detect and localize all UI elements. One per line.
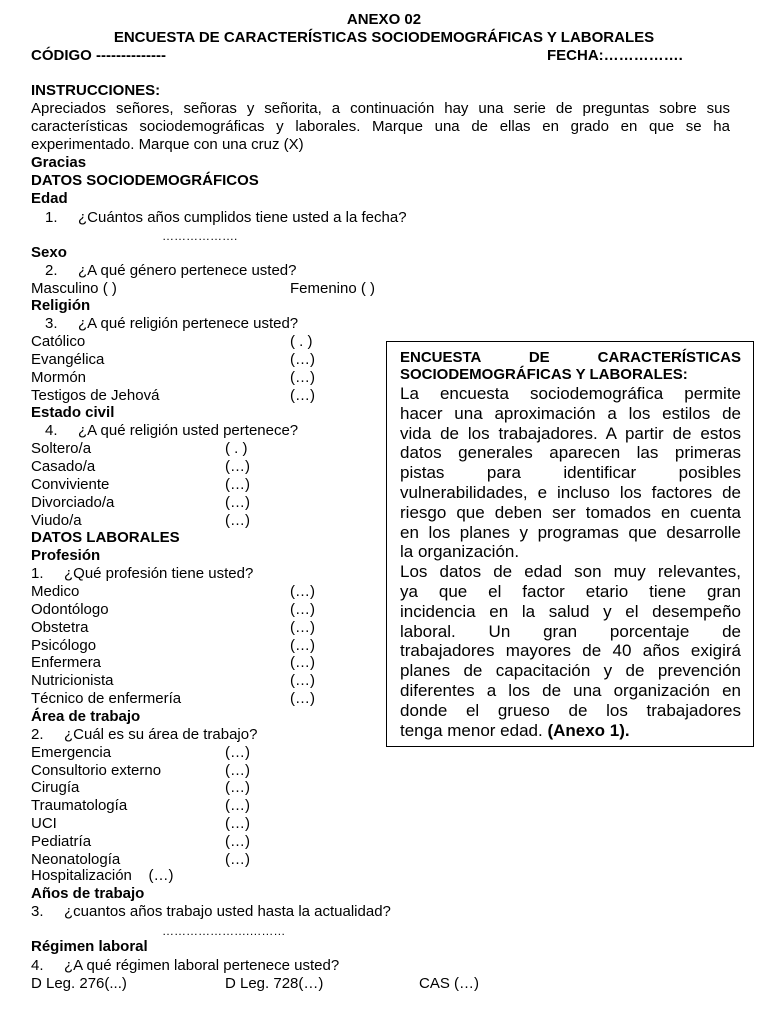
code-field: CÓDIGO -------------- bbox=[31, 47, 166, 64]
civil-option-label: Viudo/a bbox=[31, 512, 82, 529]
profession-option-label: Nutricionista bbox=[31, 672, 114, 689]
profession-option-label: Técnico de enfermería bbox=[31, 690, 182, 707]
work-area-heading: Área de trabajo bbox=[31, 708, 141, 725]
civil-status-heading: Estado civil bbox=[31, 404, 115, 421]
sex-question: ¿A qué género pertenece usted? bbox=[78, 262, 297, 279]
info-box-title: ENCUESTA DE CARACTERÍSTICAS SOCIODEMOGRÁFICAS Y LABORALES: bbox=[400, 349, 741, 383]
survey-title: ENCUESTA DE CARACTERÍSTICAS SOCIODEMOGRÁFICAS Y LABORALES bbox=[113, 29, 655, 46]
area-option-label: Pediatría bbox=[31, 833, 92, 850]
profession-option-box[interactable]: (…) bbox=[290, 637, 315, 654]
info-box-last-line: tenga menor edad. bbox=[400, 720, 548, 740]
civil-option-box[interactable]: (…) bbox=[225, 494, 250, 511]
religion-option-box[interactable]: (…) bbox=[290, 369, 315, 386]
area-option-hospitalization[interactable]: Hospitalización (…) bbox=[31, 867, 174, 884]
regime-heading: Régimen laboral bbox=[31, 938, 148, 955]
civil-option-label: Divorciado/a bbox=[31, 494, 115, 511]
civil-option-box[interactable]: (…) bbox=[225, 476, 250, 493]
instructions-text: Apreciados señores, señoras y señorita, a continuación hay una serie de preguntas sobre sus características sociodemográficas y laborales. Marque una de ellas en grado en que se ha experimentado. Marque con una cruz (X) bbox=[31, 100, 730, 153]
area-option-label: Consultorio externo bbox=[31, 762, 162, 779]
religion-option-box[interactable]: (…) bbox=[290, 387, 315, 404]
question-number: 2. bbox=[45, 262, 58, 279]
civil-status-question: ¿A qué religión usted pertenece? bbox=[78, 422, 299, 439]
religion-heading: Religión bbox=[31, 297, 91, 314]
instructions-heading: INSTRUCCIONES: bbox=[31, 82, 161, 99]
area-option-label: Emergencia bbox=[31, 744, 112, 761]
question-number: 1. bbox=[45, 209, 58, 226]
age-answer-line[interactable]: ………………. bbox=[162, 229, 238, 243]
area-option-box[interactable]: (…) bbox=[225, 851, 250, 868]
civil-option-box[interactable]: (…) bbox=[225, 512, 250, 529]
date-field: FECHA:……………. bbox=[547, 47, 683, 64]
question-number: 4. bbox=[45, 422, 58, 439]
civil-option-label: Casado/a bbox=[31, 458, 96, 475]
years-answer-line[interactable]: ………………….……… bbox=[162, 924, 286, 938]
profession-option-box[interactable]: (…) bbox=[290, 583, 315, 600]
profession-option-box[interactable]: (…) bbox=[290, 601, 315, 618]
profession-question: ¿Qué profesión tiene usted? bbox=[64, 565, 254, 582]
question-number: 2. bbox=[31, 726, 44, 743]
years-heading: Años de trabajo bbox=[31, 885, 145, 902]
annex-reference: (Anexo 1). bbox=[547, 720, 630, 740]
question-number: 3. bbox=[45, 315, 58, 332]
regime-option[interactable]: D Leg. 276(...) bbox=[31, 975, 127, 992]
area-option-label: Neonatología bbox=[31, 851, 121, 868]
info-box bbox=[386, 341, 754, 747]
religion-option-label: Mormón bbox=[31, 369, 87, 386]
profession-heading: Profesión bbox=[31, 547, 101, 564]
area-option-box[interactable]: (…) bbox=[225, 779, 250, 796]
civil-option-box[interactable]: ( . ) bbox=[225, 440, 248, 457]
profession-option-label: Psicólogo bbox=[31, 637, 97, 654]
religion-option-box[interactable]: ( . ) bbox=[290, 333, 313, 350]
age-heading: Edad bbox=[31, 190, 68, 207]
age-question: ¿Cuántos años cumplidos tiene usted a la fecha? bbox=[78, 209, 407, 226]
religion-question: ¿A qué religión pertenece usted? bbox=[78, 315, 299, 332]
civil-option-box[interactable]: (…) bbox=[225, 458, 250, 475]
sociodemographic-heading: DATOS SOCIODEMOGRÁFICOS bbox=[31, 172, 259, 189]
area-option-box[interactable]: (…) bbox=[225, 833, 250, 850]
profession-option-label: Odontólogo bbox=[31, 601, 109, 618]
area-option-label: Traumatología bbox=[31, 797, 128, 814]
area-option-label: UCI bbox=[31, 815, 57, 832]
work-area-question: ¿Cuál es su área de trabajo? bbox=[64, 726, 258, 743]
female-option[interactable]: Femenino ( ) bbox=[290, 280, 376, 297]
religion-option-label: Católico bbox=[31, 333, 86, 350]
religion-option-label: Evangélica bbox=[31, 351, 105, 368]
area-option-box[interactable]: (…) bbox=[225, 815, 250, 832]
regime-option[interactable]: D Leg. 728(…) bbox=[225, 975, 324, 992]
regime-question: ¿A qué régimen laboral pertenece usted? bbox=[64, 957, 340, 974]
question-number: 3. bbox=[31, 903, 44, 920]
male-option[interactable]: Masculino ( ) bbox=[31, 280, 117, 297]
area-option-box[interactable]: (…) bbox=[225, 744, 250, 761]
annex-label: ANEXO 02 bbox=[346, 11, 422, 28]
religion-option-label: Testigos de Jehová bbox=[31, 387, 160, 404]
years-question: ¿cuantos años trabajo usted hasta la actualidad? bbox=[64, 903, 391, 920]
labor-heading: DATOS LABORALES bbox=[31, 529, 180, 546]
thanks-text: Gracias bbox=[31, 154, 87, 171]
question-number: 1. bbox=[31, 565, 44, 582]
sex-heading: Sexo bbox=[31, 244, 67, 261]
info-box-body: La encuesta sociodemográfica permite hacer una aproximación a los estilos de vida de los trabajadores. A partir de estos datos generales aparecen las primeras pistas para identificar posibles vulnerabilidades, e incluso los factores de riesgo que deben ser tomados en cuenta en los planes y programas que desarrolle la organización. Los datos de edad son muy relevantes, ya que el factor etario tiene gran incidencia en la salud y el desempeño laboral. Un gran porcentaje de trabajadores mayores de 40 años exigirá planes de capacitación y de prevención diferentes a los de una organización en donde el grueso de los trabajadores tenga menor edad. (Anexo 1). bbox=[400, 384, 741, 740]
civil-option-label: Conviviente bbox=[31, 476, 110, 493]
regime-option[interactable]: CAS (…) bbox=[419, 975, 479, 992]
civil-option-label: Soltero/a bbox=[31, 440, 92, 457]
profession-option-label: Obstetra bbox=[31, 619, 89, 636]
profession-option-label: Medico bbox=[31, 583, 80, 600]
area-option-box[interactable]: (…) bbox=[225, 762, 250, 779]
question-number: 4. bbox=[31, 957, 44, 974]
religion-option-box[interactable]: (…) bbox=[290, 351, 315, 368]
profession-option-box[interactable]: (…) bbox=[290, 619, 315, 636]
profession-option-box[interactable]: (…) bbox=[290, 672, 315, 689]
profession-option-label: Enfermera bbox=[31, 654, 102, 671]
profession-option-box[interactable]: (…) bbox=[290, 654, 315, 671]
profession-option-box[interactable]: (…) bbox=[290, 690, 315, 707]
area-option-label: Cirugía bbox=[31, 779, 80, 796]
area-option-box[interactable]: (…) bbox=[225, 797, 250, 814]
